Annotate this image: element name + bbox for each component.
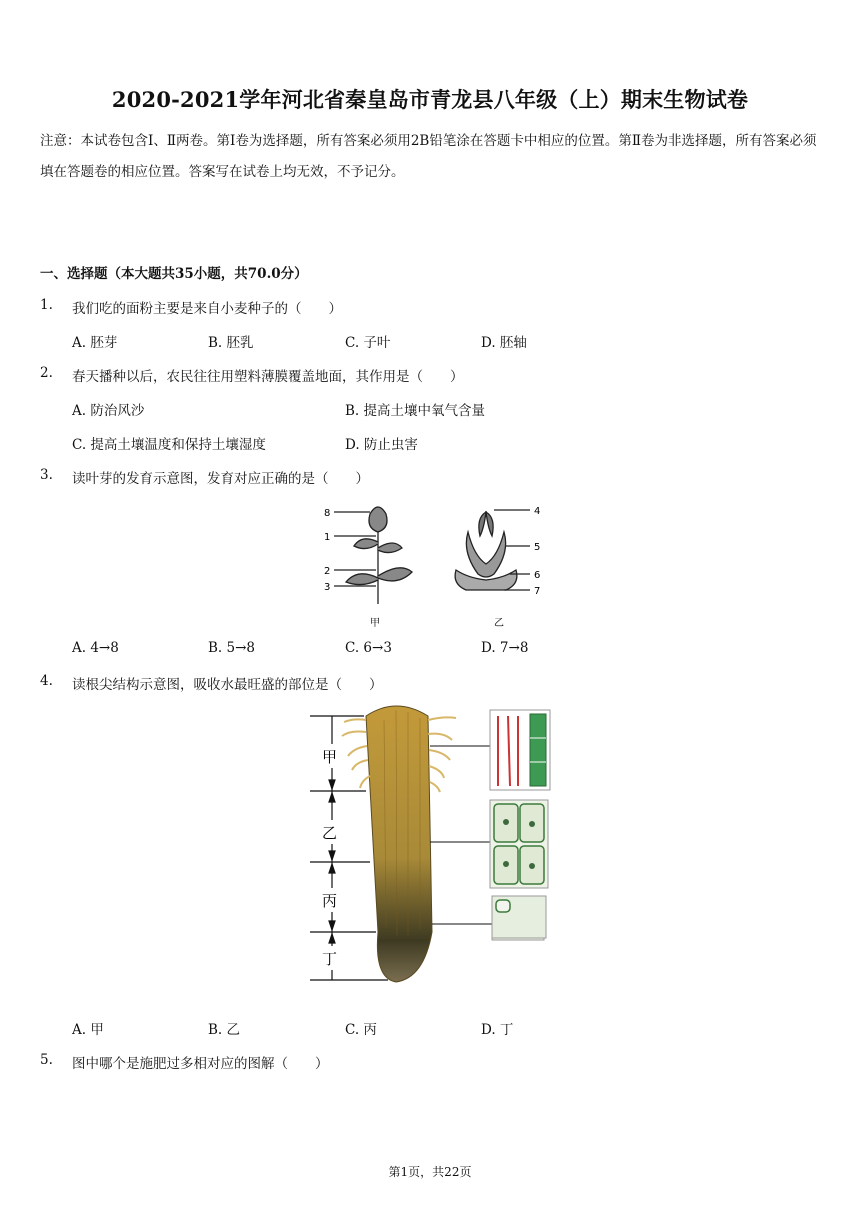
root-tip-drawing [342,706,456,982]
zone-ding: 丁 [322,950,338,968]
option-b[interactable]: B. 胚乳 [208,335,254,351]
option-d[interactable]: D. 7→8 [481,640,529,656]
question-number: 4. [40,673,53,689]
section-heading: 一、选择题（本大题共35小题，共70.0分） [40,266,308,282]
option-d[interactable]: D. 丁 [481,1022,514,1038]
label-1: 1 [324,532,331,543]
zone-jia: 甲 [322,748,338,766]
question-text: 春天播种以后，农民往往用塑料薄膜覆盖地面，其作用是（ ） [72,369,464,385]
caption-yi: 乙 [494,618,504,629]
option-a[interactable]: A. 4→8 [72,640,119,656]
option-c[interactable]: C. 丙 [345,1022,377,1038]
root-tip-figure [304,696,558,988]
option-b[interactable]: B. 提高土壤中氧气含量 [345,403,486,419]
cell-panel-2 [490,800,548,888]
option-d[interactable]: D. 胚轴 [481,335,527,351]
exam-notice: 注意：本试卷包含Ⅰ、Ⅱ两卷。第Ⅰ卷为选择题，所有答案必须用2B铅笔涂在答题卡中相应的位置。第Ⅱ卷为非选择题，所有答案必须填在答题卷的相应位置。答案写在试卷上均无效，不予记分。 [40,133,817,180]
label-6: 6 [534,570,541,581]
pointer-lines [430,746,492,924]
option-a[interactable]: A. 甲 [72,1022,104,1038]
option-c[interactable]: C. 提高土壤温度和保持土壤湿度 [72,437,266,453]
caption-jia: 甲 [370,618,380,629]
zone-bing: 丙 [322,892,338,910]
question-text: 我们吃的面粉主要是来自小麦种子的（ ） [72,301,342,317]
option-d[interactable]: D. 防止虫害 [345,437,418,453]
option-a[interactable]: A. 胚芽 [72,335,118,351]
page-footer: 第1页，共22页 [388,1165,472,1179]
exam-title: 2020-2021学年河北省秦皇岛市青龙县八年级（上）期末生物试卷 [111,87,749,112]
label-5: 5 [534,542,541,553]
question-number: 5. [40,1052,53,1068]
option-b[interactable]: B. 5→8 [208,640,255,656]
cell-panel-1 [490,710,550,790]
stem-diagram [334,507,412,604]
question-text: 读叶芽的发育示意图，发育对应正确的是（ ） [72,471,369,487]
option-b[interactable]: B. 乙 [208,1022,241,1038]
question-number: 2. [40,365,53,381]
question-text: 图中哪个是施肥过多相对应的图解（ ） [72,1056,329,1072]
label-4: 4 [534,506,541,517]
bud-diagram [455,510,530,590]
option-a[interactable]: A. 防治风沙 [72,403,145,419]
leaf-bud-figure [318,492,550,632]
option-c[interactable]: C. 6→3 [345,640,392,656]
label-7: 7 [534,586,541,597]
option-c[interactable]: C. 子叶 [345,335,391,351]
question-number: 3. [40,467,53,483]
question-number: 1. [40,297,53,313]
label-2: 2 [324,566,331,577]
zone-yi: 乙 [322,824,338,842]
label-8: 8 [324,508,331,519]
label-3: 3 [324,582,331,593]
cell-panel-4 [492,896,546,956]
question-text: 读根尖结构示意图，吸收水最旺盛的部位是（ ） [72,677,383,693]
